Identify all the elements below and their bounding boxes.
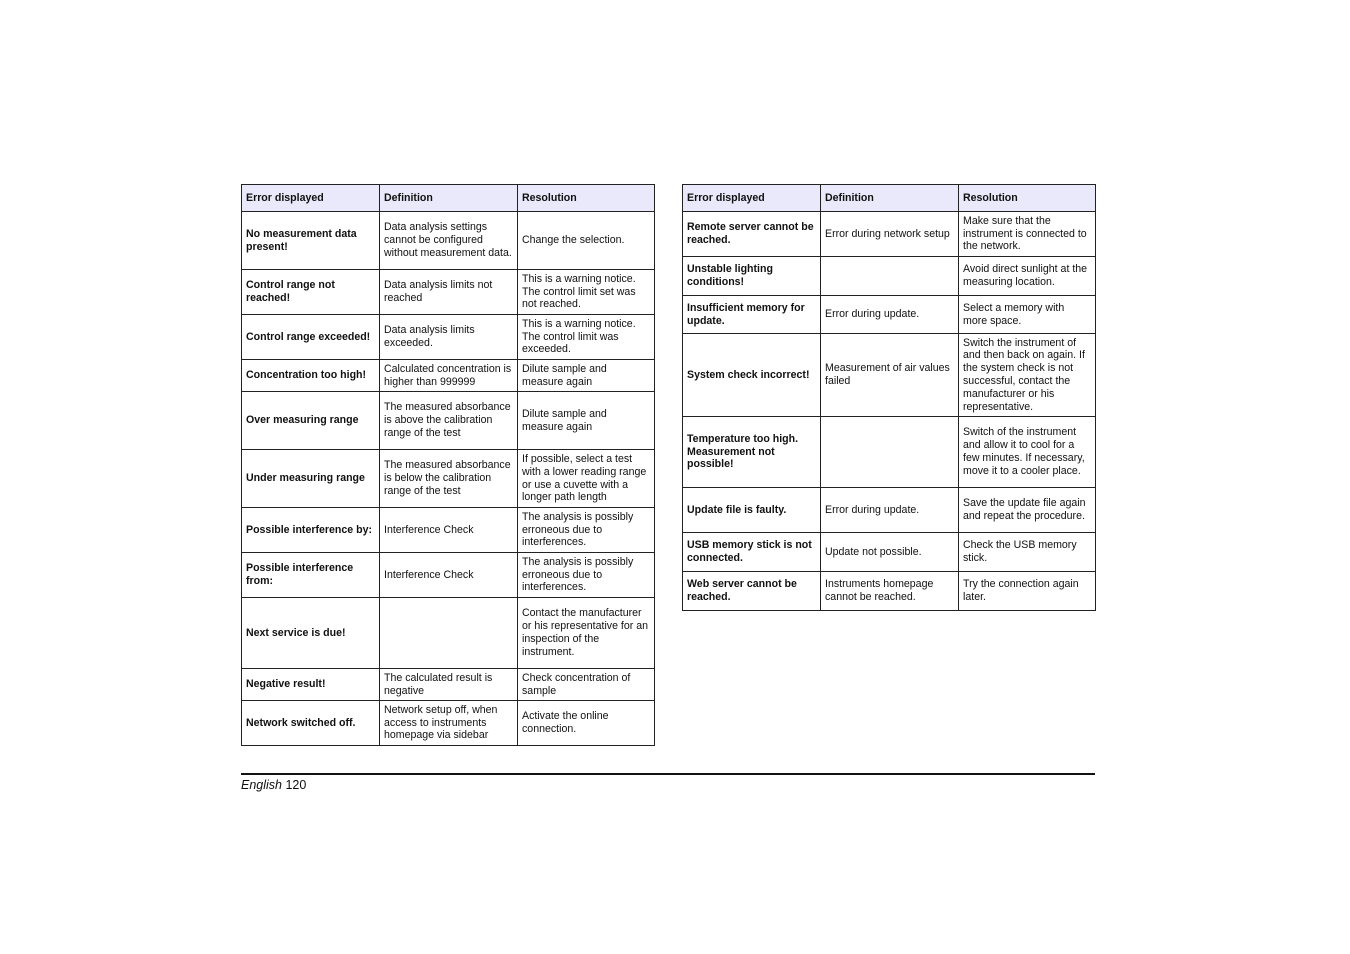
definition-cell: Error during update. <box>821 488 959 533</box>
error-table-right <box>682 184 1096 611</box>
resolution-cell: The analysis is possibly erroneous due to interferences. <box>518 553 655 598</box>
table-row <box>683 488 1096 533</box>
table-row <box>242 701 655 746</box>
table-row <box>242 553 655 598</box>
resolution-cell: Check the USB memory stick. <box>959 533 1096 572</box>
footer-language: English <box>241 778 282 792</box>
error-cell: Control range exceeded! <box>242 315 380 360</box>
error-cell: System check incorrect! <box>683 334 821 417</box>
definition-cell: Data analysis settings cannot be configured without measurement data. <box>380 212 518 270</box>
header-error-displayed: Error displayed <box>242 185 380 212</box>
resolution-cell: Check concentration of sample <box>518 669 655 701</box>
table-row <box>242 360 655 392</box>
resolution-cell: Try the connection again later. <box>959 572 1096 611</box>
footer-page-number: 120 <box>285 778 307 792</box>
definition-cell: Update not possible. <box>821 533 959 572</box>
error-cell: Network switched off. <box>242 701 380 746</box>
error-cell: Insufficient memory for update. <box>683 296 821 334</box>
table-row <box>683 334 1096 417</box>
resolution-cell: Make sure that the instrument is connected to the network. <box>959 212 1096 257</box>
error-cell: Negative result! <box>242 669 380 701</box>
resolution-cell: Switch the instrument of and then back on again. If the system check is not successful, contact the manufacturer or his representative. <box>959 334 1096 417</box>
resolution-cell: This is a warning notice. The control limit set was not reached. <box>518 270 655 315</box>
header-resolution: Resolution <box>959 185 1096 212</box>
table-row <box>242 315 655 360</box>
resolution-cell: Change the selection. <box>518 212 655 270</box>
error-cell: Update file is faulty. <box>683 488 821 533</box>
table-row <box>242 392 655 450</box>
resolution-cell: The analysis is possibly erroneous due to interferences. <box>518 508 655 553</box>
definition-cell: Measurement of air values failed <box>821 334 959 417</box>
error-cell: Temperature too high. Measurement not possible! <box>683 417 821 488</box>
table-row <box>242 212 655 270</box>
error-cell: USB memory stick is not connected. <box>683 533 821 572</box>
error-cell: Next service is due! <box>242 598 380 669</box>
table-row <box>242 508 655 553</box>
resolution-cell: Avoid direct sunlight at the measuring location. <box>959 257 1096 296</box>
error-cell: Remote server cannot be reached. <box>683 212 821 257</box>
table-row <box>683 417 1096 488</box>
table-row <box>683 572 1096 611</box>
definition-cell <box>380 598 518 669</box>
resolution-cell: Contact the manufacturer or his representative for an inspection of the instrument. <box>518 598 655 669</box>
definition-cell: Data analysis limits exceeded. <box>380 315 518 360</box>
table-row <box>683 212 1096 257</box>
table-row <box>683 296 1096 334</box>
definition-cell: The measured absorbance is below the calibration range of the test <box>380 450 518 508</box>
definition-cell: Calculated concentration is higher than 999999 <box>380 360 518 392</box>
definition-cell: Instruments homepage cannot be reached. <box>821 572 959 611</box>
resolution-cell: Dilute sample and measure again <box>518 392 655 450</box>
error-cell: Control range not reached! <box>242 270 380 315</box>
error-cell: Concentration too high! <box>242 360 380 392</box>
definition-cell: Data analysis limits not reached <box>380 270 518 315</box>
table-row <box>242 669 655 701</box>
definition-cell: Network setup off, when access to instruments homepage via sidebar <box>380 701 518 746</box>
resolution-cell: Switch of the instrument and allow it to cool for a few minutes. If necessary, move it to a cooler place. <box>959 417 1096 488</box>
error-table-left <box>241 184 655 746</box>
error-cell: Possible interference from: <box>242 553 380 598</box>
definition-cell: The measured absorbance is above the calibration range of the test <box>380 392 518 450</box>
resolution-cell: This is a warning notice. The control limit was exceeded. <box>518 315 655 360</box>
definition-cell: Interference Check <box>380 553 518 598</box>
resolution-cell: Activate the online connection. <box>518 701 655 746</box>
definition-cell: Interference Check <box>380 508 518 553</box>
header-resolution: Resolution <box>518 185 655 212</box>
definition-cell <box>821 257 959 296</box>
error-cell: No measurement data present! <box>242 212 380 270</box>
table-row <box>242 450 655 508</box>
table-row <box>242 598 655 669</box>
error-cell: Under measuring range <box>242 450 380 508</box>
resolution-cell: Select a memory with more space. <box>959 296 1096 334</box>
table-row <box>683 257 1096 296</box>
error-cell: Over measuring range <box>242 392 380 450</box>
resolution-cell: If possible, select a test with a lower reading range or use a cuvette with a longer path length <box>518 450 655 508</box>
definition-cell: Error during update. <box>821 296 959 334</box>
resolution-cell: Dilute sample and measure again <box>518 360 655 392</box>
table-header-row <box>242 185 655 212</box>
resolution-cell: Save the update file again and repeat the procedure. <box>959 488 1096 533</box>
header-error-displayed: Error displayed <box>683 185 821 212</box>
definition-cell: Error during network setup <box>821 212 959 257</box>
error-cell: Possible interference by: <box>242 508 380 553</box>
table-header-row <box>683 185 1096 212</box>
page-footer <box>241 778 306 792</box>
error-cell: Unstable lighting conditions! <box>683 257 821 296</box>
table-row <box>242 270 655 315</box>
error-cell: Web server cannot be reached. <box>683 572 821 611</box>
table-row <box>683 533 1096 572</box>
definition-cell <box>821 417 959 488</box>
header-definition: Definition <box>821 185 959 212</box>
definition-cell: The calculated result is negative <box>380 669 518 701</box>
header-definition: Definition <box>380 185 518 212</box>
footer-rule <box>241 773 1095 775</box>
